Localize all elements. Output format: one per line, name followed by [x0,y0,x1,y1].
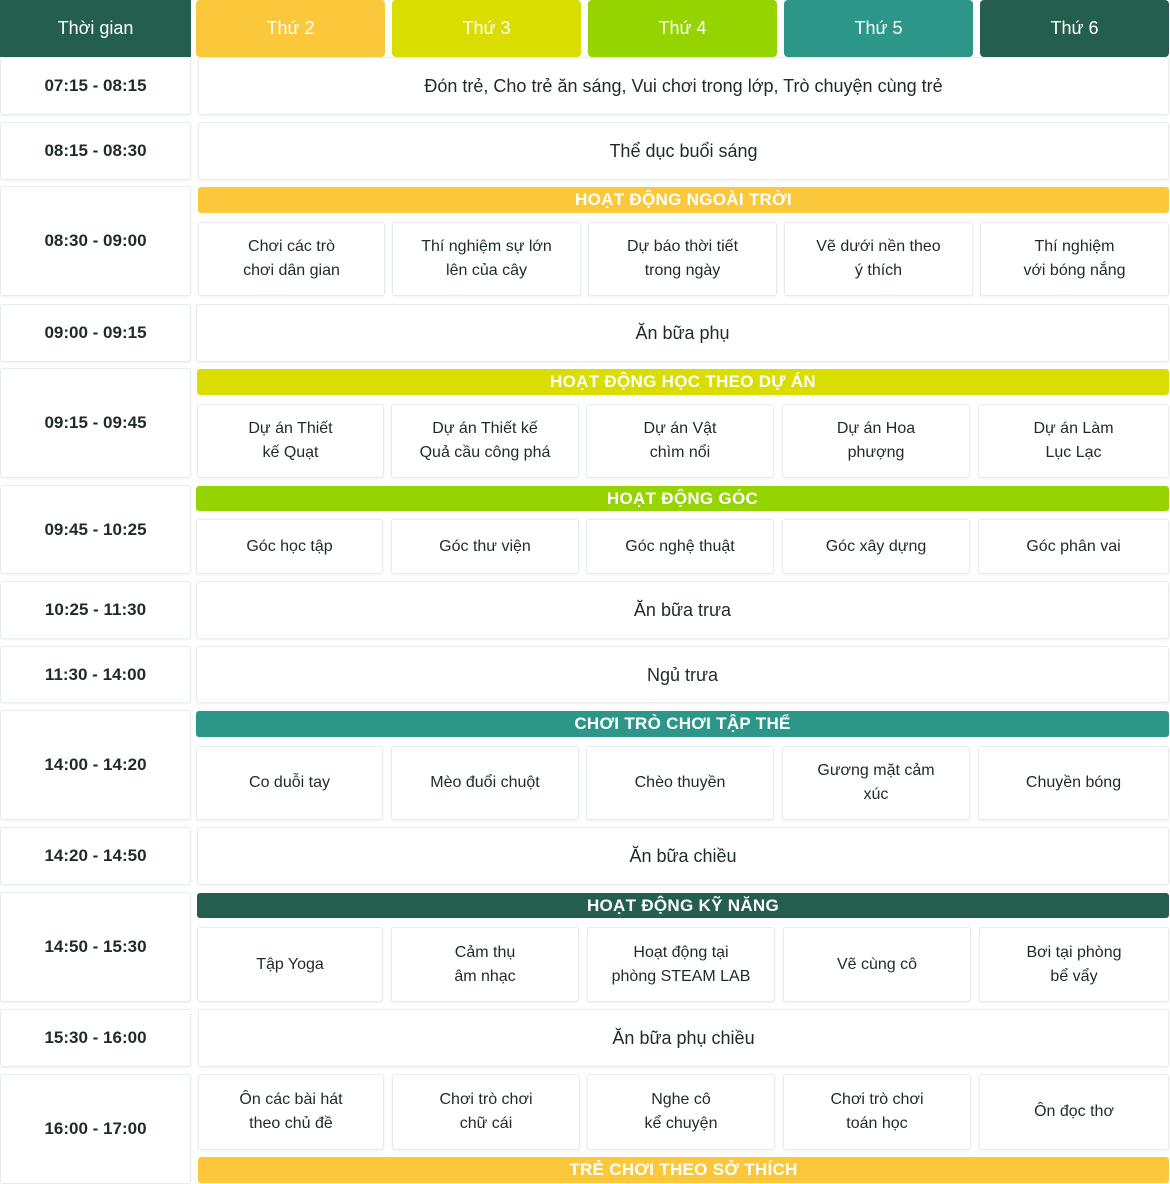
header-day-thu: Thứ 5 [784,0,973,57]
header-day-fri: Thứ 6 [980,0,1169,57]
activity-cell: Tập Yoga [197,927,383,1002]
activity-cell: Nghe cô kể chuyện [587,1074,775,1150]
section-band: TRẺ CHƠI THEO SỞ THÍCH [198,1157,1169,1183]
activity-cell: Co duỗi tay [196,746,383,820]
activity-cell: Gương mặt cảm xúc [782,746,970,820]
section-band: CHƠI TRÒ CHƠI TẬP THỂ [196,711,1169,737]
activity-cell: Cảm thụ âm nhạc [391,927,579,1002]
activity-cell: Chuyền bóng [978,746,1169,820]
time-cell: 09:00 - 09:15 [0,304,191,362]
activity-cell: Dự án Thiết kế Quạt [197,404,384,478]
time-cell: 14:20 - 14:50 [0,827,191,885]
activity-cell: Góc phân vai [978,519,1169,574]
time-cell: 11:30 - 14:00 [0,646,191,703]
section-band: HOẠT ĐỘNG NGOÀI TRỜI [198,187,1169,213]
activity-cell: Vẽ dưới nền theo ý thích [784,222,973,296]
activity-cell: Thí nghiệm với bóng nắng [980,222,1169,296]
section-band: HOẠT ĐỘNG GÓC [196,486,1169,511]
activity-cell: Ôn đọc thơ [979,1074,1169,1150]
activity-cell: Hoạt động tại phòng STEAM LAB [587,927,775,1002]
activity-full: Đón trẻ, Cho trẻ ăn sáng, Vui chơi trong lớp, Trò chuyện cùng trẻ [198,57,1169,115]
activity-full: Ăn bữa trưa [196,581,1169,639]
activity-cell: Góc học tập [196,519,383,574]
header-day-tue: Thứ 3 [392,0,581,57]
activity-cell: Dự án Thiết kế Quả cầu công phá [391,404,579,478]
activity-full: Ăn bữa phụ [196,304,1169,362]
activity-cell: Góc xây dựng [782,519,970,574]
activity-cell: Góc thư viện [391,519,579,574]
activity-cell: Bơi tại phòng bể vẩy [979,927,1169,1002]
time-cell: 08:15 - 08:30 [0,122,191,180]
time-cell: 14:00 - 14:20 [0,710,191,820]
header-time: Thời gian [0,0,191,57]
activity-cell: Dự án Hoa phượng [782,404,970,478]
header-day-mon: Thứ 2 [196,0,385,57]
activity-cell: Vẽ cùng cô [783,927,971,1002]
activity-cell: Góc nghệ thuật [586,519,774,574]
activity-cell: Dự báo thời tiết trong ngày [588,222,777,296]
activity-cell: Dự án Làm Lục Lạc [978,404,1169,478]
time-cell: 16:00 - 17:00 [0,1074,191,1184]
activity-cell: Chơi trò chơi toán học [783,1074,971,1150]
activity-cell: Ôn các bài hát theo chủ đề [198,1074,384,1150]
activity-full: Ăn bữa phụ chiều [198,1009,1169,1067]
time-cell: 15:30 - 16:00 [0,1009,191,1067]
activity-cell: Thí nghiệm sự lớn lên của cây [392,222,581,296]
time-cell: 09:45 - 10:25 [0,485,191,574]
activity-cell: Chơi trò chơi chữ cái [392,1074,580,1150]
section-band: HOẠT ĐỘNG KỸ NĂNG [197,893,1169,918]
activity-cell: Chèo thuyền [586,746,774,820]
time-cell: 09:15 - 09:45 [0,368,191,478]
activity-full: Ngủ trưa [196,646,1169,703]
activity-full: Ăn bữa chiều [197,827,1169,885]
activity-cell: Dự án Vật chìm nổi [586,404,774,478]
activity-full: Thể dục buổi sáng [198,122,1169,180]
activity-cell: Mèo đuổi chuột [391,746,579,820]
section-band: HOẠT ĐỘNG HỌC THEO DỰ ÁN [197,369,1169,395]
activity-cell: Chơi các trò chơi dân gian [198,222,385,296]
time-cell: 10:25 - 11:30 [0,581,191,639]
time-cell: 07:15 - 08:15 [0,57,191,115]
time-cell: 08:30 - 09:00 [0,186,191,296]
time-cell: 14:50 - 15:30 [0,892,191,1002]
header-day-wed: Thứ 4 [588,0,777,57]
